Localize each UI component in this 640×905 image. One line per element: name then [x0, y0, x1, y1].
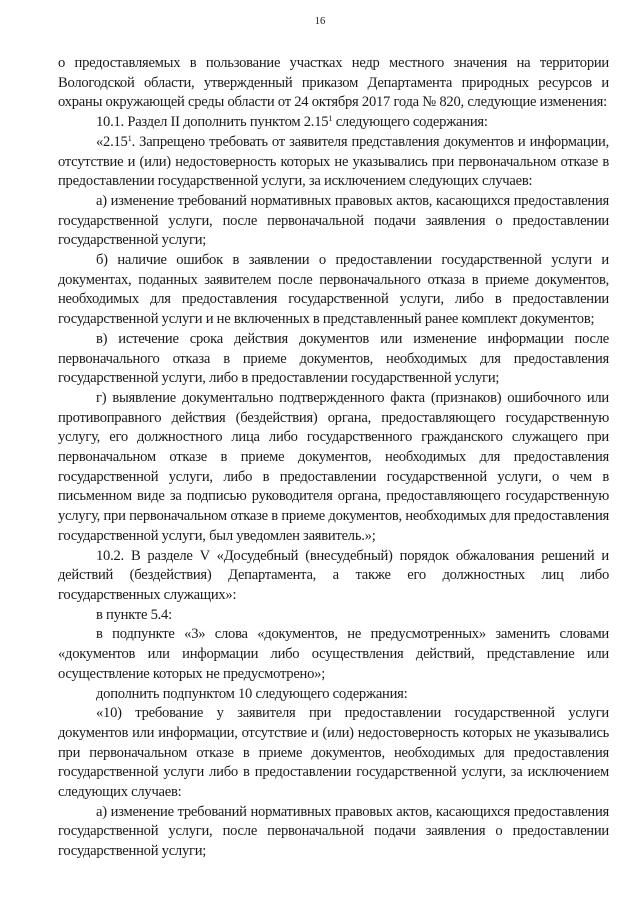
- paragraph-text: б) наличие ошибок в заявлении о предоставлении государственной услуги и документах, поданных заявителем после первоначального отказа в приеме документов, необходимых для предоставления государственной услуги, либо в предоставлении государственной услуги и не включенных в представленный ранее комплект документов;: [58, 252, 609, 328]
- paragraph-text: . Запрещено требовать от заявителя представления документов и информации, отсутствие и (или) недостоверность которых не указывались при первоначальном отказе в предоставлении государственной услуги, за исключением следующих случаев:: [58, 133, 609, 190]
- paragraph-p1: [58, 54, 609, 113]
- paragraph-p9: [58, 606, 609, 626]
- paragraph-text: а) изменение требований нормативных правовых актов, касающихся предоставления государственной услуги, после первоначальной подачи заявления о предоставлении государственной услуги;: [58, 803, 609, 860]
- paragraph-text: 10.1. Раздел II дополнить пунктом 2.15: [96, 114, 329, 131]
- paragraph-text: следующего содержания:: [332, 114, 488, 131]
- paragraph-p5: [58, 251, 609, 330]
- paragraph-text: дополнить подпунктом 10 следующего содержания:: [96, 685, 408, 702]
- paragraph-p3: [58, 133, 609, 192]
- paragraph-p2: [58, 113, 609, 133]
- paragraph-text: 10.2. В разделе V «Досудебный (внесудебный) порядок обжалования решений и действий (бездействия) Департамента, а также его должностных лиц либо государственных служащих»:: [58, 547, 609, 603]
- page-number: 16: [314, 16, 326, 27]
- paragraph-p6: [58, 330, 609, 389]
- paragraph-text: «2.15: [96, 133, 128, 150]
- paragraph-text: г) выявление документально подтвержденного факта (признаков) ошибочного или противоправного действия (бездействия) органа, предоставляющего государственную услугу, его должностного лица либо государственного гражданского служащего при первоначальном отказе в приеме документов, необходимых для предоставления государственной услуги, либо в предоставлении государственной услуги, о чем в письменном виде за подписью руководителя органа, предоставляющего государственную услугу, при первоначальном отказе в приеме документов, необходимых для предоставления государственной услуги, был уведомлен заявитель.»;: [58, 389, 609, 544]
- paragraph-p8: [58, 547, 609, 606]
- superscript-index: 1: [328, 113, 333, 124]
- document-body: [58, 54, 609, 862]
- paragraph-text: в) истечение срока действия документов или изменение информации после первоначального отказа в приеме документов, необходимых для предоставления государственной услуги, либо в предоставлении государственной услуги;: [58, 330, 609, 387]
- paragraph-p10: [58, 625, 609, 684]
- paragraph-text: «10) требование у заявителя при предоставлении государственной услуги документов или информации, отсутствие и (или) недостоверность которых не указывались при первоначальном отказе в приеме документов, необходимых для предоставления государственной услуги либо в предоставлении государственной услуги, за исключением следующих случаев:: [58, 705, 609, 801]
- paragraph-text: в подпункте «3» слова «документов, не предусмотренных» заменить словами «документов или информации либо осуществления действий, представление или осуществление которых не предусмотрено»;: [58, 626, 609, 682]
- paragraph-p4: [58, 192, 609, 251]
- paragraph-p7: [58, 389, 609, 547]
- paragraph-text: в пункте 5.4:: [96, 606, 172, 623]
- paragraph-text: о предоставляемых в пользование участках недр местного значения на территории Вологодской области, утвержденный приказом Департамента природных ресурсов и охраны окружающей среды области от 24 октября 2017 года № 820, следующие изменения:: [58, 55, 609, 111]
- paragraph-p12: [58, 704, 609, 803]
- paragraph-p11: [58, 685, 609, 705]
- paragraph-p13: [58, 803, 609, 862]
- superscript-index: 1: [127, 132, 132, 143]
- paragraph-text: а) изменение требований нормативных правовых актов, касающихся предоставления государственной услуги, после первоначальной подачи заявления о предоставлении государственной услуги;: [58, 192, 609, 249]
